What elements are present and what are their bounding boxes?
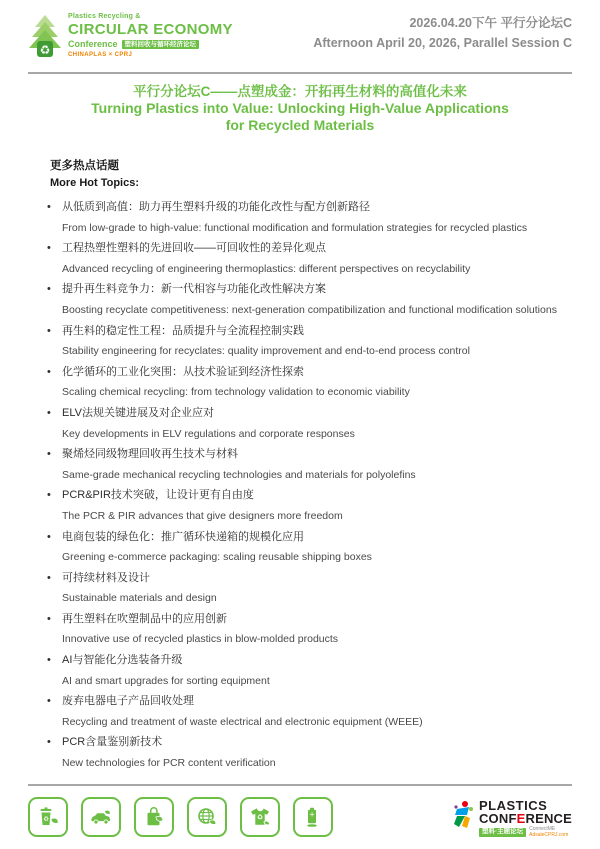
bullet-icon: • <box>47 365 51 378</box>
conference-logo-line1: PLASTICS <box>478 798 548 813</box>
conference-tagline: ConnectME AdsaleCPRJ.com <box>529 826 569 838</box>
eco-battery-icon <box>293 797 333 837</box>
topic-cn: PCR含量鉴别新技术 <box>62 736 163 749</box>
bullet-icon: • <box>47 612 51 625</box>
bullet-icon: • <box>47 242 51 255</box>
list-item <box>28 238 572 279</box>
topic-cn: ELV法规关键进展及对企业应对 <box>62 406 214 419</box>
session-date-cn: 2026.04.20下午 平行分论坛C <box>409 16 572 30</box>
topic-en: Advanced recycling of engineering thermoplastics: different perspectives on recyclability <box>62 262 471 275</box>
topic-cn: 电商包装的绿色化：推广循环快递箱的规模化应用 <box>62 530 304 543</box>
bullet-icon: • <box>47 324 51 337</box>
list-item <box>28 609 572 650</box>
topic-en: AI and smart upgrades for sorting equipment <box>62 674 270 687</box>
list-item <box>28 403 572 444</box>
list-item <box>28 197 572 238</box>
list-item <box>28 485 572 526</box>
topic-cn: 化学循环的工业化突围：从技术验证到经济性探索 <box>62 365 304 378</box>
bullet-icon: • <box>47 654 51 667</box>
header <box>0 0 600 64</box>
circular-economy-logo <box>28 13 233 64</box>
section-heading-cn: 更多热点话题 <box>50 160 119 172</box>
topic-en: Recycling and treatment of waste electrical and electronic equipment (WEEE) <box>62 715 423 728</box>
bullet-icon: • <box>47 736 51 749</box>
list-item <box>28 527 572 568</box>
topic-en: From low-grade to high-value: functional modification and formulation strategies for recycled plastics <box>62 221 528 234</box>
page-title-en-line2: for Recycled Materials <box>225 117 375 133</box>
topic-en: Sustainable materials and design <box>62 592 217 605</box>
conference-logo-line2: CONFERENCE <box>478 811 572 826</box>
topic-cn: PCR&PIR技术突破，让设计更有自由度 <box>62 489 254 502</box>
topic-en: Boosting recyclate competitiveness: next-generation compatibilization and functional modification solutions <box>62 303 557 316</box>
logo-line2: CIRCULAR ECONOMY <box>68 21 233 39</box>
session-info <box>313 13 572 53</box>
list-item <box>28 362 572 403</box>
topic-en: Same-grade mechanical recycling technologies and materials for polyolefins <box>62 468 416 481</box>
conference-cn-badge: 塑料·主题论坛 <box>479 828 526 837</box>
tree-recycle-icon <box>28 13 62 64</box>
list-item <box>28 568 572 609</box>
topic-cn: 再生塑料在吹塑制品中的应用创新 <box>62 612 227 625</box>
session-date-en: Afternoon April 20, 2026, Parallel Session C <box>313 36 572 50</box>
topic-cn: 可持续材料及设计 <box>62 571 150 584</box>
list-item <box>28 279 572 320</box>
header-divider <box>28 72 572 74</box>
topic-en: New technologies for PCR content verification <box>62 757 276 770</box>
topic-cn: 聚烯烃同级物理回收再生技术与材料 <box>62 448 238 461</box>
list-item <box>28 444 572 485</box>
page-title-en-line1: Turning Plastics into Value: Unlocking High-Value Applications <box>91 100 509 116</box>
svg-text:♻: ♻ <box>43 815 49 823</box>
section-heading-en: More Hot Topics: <box>50 177 140 189</box>
list-item <box>28 650 572 691</box>
topic-en: Greening e-commerce packaging: scaling reusable shipping boxes <box>62 551 372 564</box>
bullet-icon: • <box>47 406 51 419</box>
recycle-bin-icon <box>28 797 68 837</box>
footer-divider <box>28 784 572 786</box>
list-item <box>28 321 572 362</box>
svg-text:♻: ♻ <box>256 813 264 822</box>
bullet-icon: • <box>47 448 51 461</box>
topic-cn: 再生料的稳定性工程：品质提升与全流程控制实践 <box>62 324 304 337</box>
bullet-icon: • <box>47 695 51 708</box>
logo-text <box>68 13 233 59</box>
topic-en: Key developments in ELV regulations and corporate responses <box>62 427 355 440</box>
logo-line1: Plastics Recycling & <box>68 13 141 20</box>
logo-line3 <box>68 39 233 49</box>
eco-bag-icon <box>134 797 174 837</box>
footer-icons <box>28 797 333 837</box>
topic-cn: 提升再生料竞争力：新一代相容与功能化改性解决方案 <box>62 283 326 296</box>
conference-figure-icon <box>453 799 475 838</box>
svg-text:+: + <box>309 810 315 819</box>
topics-list <box>28 197 572 774</box>
footer <box>28 784 572 838</box>
list-item <box>28 732 572 773</box>
page-title-cn: 平行分论坛C——点塑成金：开拓再生材料的高值化未来 <box>133 84 467 99</box>
logo-cn-badge: 塑料回收与循环经济论坛 <box>122 40 200 49</box>
topic-cn: AI与智能化分选装备升级 <box>62 654 183 667</box>
topic-en: Innovative use of recycled plastics in blow-molded products <box>62 633 339 646</box>
plastics-conference-logo <box>453 799 572 838</box>
topic-cn: 从低质到高值：助力再生塑料升级的功能化改性与配方创新路径 <box>62 201 370 213</box>
recycle-shirt-icon <box>240 797 280 837</box>
bullet-icon: • <box>47 489 51 502</box>
bullet-icon: • <box>47 530 51 543</box>
svg-text:♻: ♻ <box>39 43 51 57</box>
topic-en: Stability engineering for recyclates: quality improvement and end-to-end process control <box>62 345 470 358</box>
topic-en: Scaling chemical recycling: from technology validation to economic viability <box>62 386 410 399</box>
topic-cn: 工程热塑性塑料的先进回收——可回收性的差异化观点 <box>62 242 326 255</box>
section-heading <box>50 158 600 192</box>
page-title <box>0 83 600 134</box>
bullet-icon: • <box>47 571 51 584</box>
logo-chinaplas-cprj: CHINAPLAS × CPRJ <box>68 51 133 58</box>
eco-globe-icon <box>187 797 227 837</box>
eco-car-icon <box>81 797 121 837</box>
bullet-icon: • <box>47 283 51 296</box>
bullet-icon: • <box>47 201 51 213</box>
topic-en: The PCR & PIR advances that give designers more freedom <box>62 509 343 522</box>
list-item <box>28 691 572 732</box>
topic-cn: 废弃电器电子产品回收处理 <box>62 695 194 708</box>
logo-conference-word: Conference <box>68 39 118 50</box>
